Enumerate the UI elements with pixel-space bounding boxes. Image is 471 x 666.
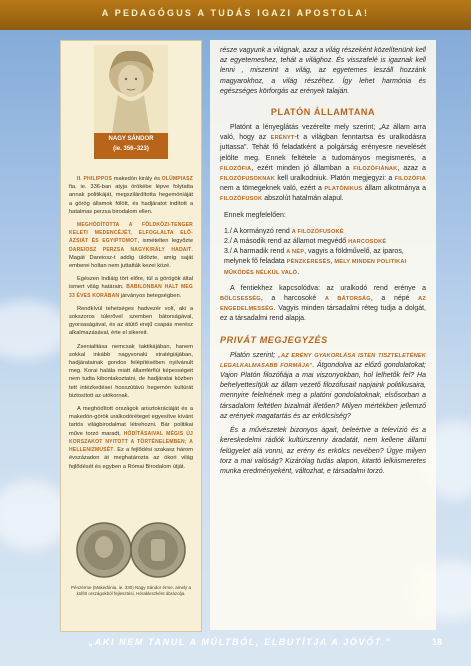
highlighted-term: HÓDÍTÁSAIVAL MÉGIS ÚJ KORSZAKOT NYITOTT A TÖRTÉNELEMBEN <box>69 430 193 445</box>
text-run: fia. ie. 336-ban atyja örökébe lépve folytatta annak politikáját, megszilárdította hegemóniáját a görög államok fölött, és hadjáratot indított a hatalmas perzsa birodalom ellen. <box>69 184 193 215</box>
highlighted-term: A NÉP <box>286 249 305 256</box>
highlighted-term: BÖLCSESSÉG <box>220 296 261 303</box>
text-run: Egészen Indiáig tört előre, túl a görögök által ismert világ határain. <box>69 276 193 291</box>
highlighted-term: AZ ENGEDELMESSÉG <box>220 296 427 313</box>
text-run: A fentiekhez kapcsolódva: az uralkodó rend erénye a <box>230 284 426 292</box>
section-title-platon: PLATÓN ÁLLAMTANA <box>270 107 376 118</box>
highlighted-term: A BÁTORSÁG <box>324 296 371 303</box>
body-paragraph <box>220 123 426 205</box>
alexander-bust-image <box>94 45 168 133</box>
text-run: -t a világban fenntartsa és uralkodásra juttassa”. Tehát fő feladatként a polgárság erényesre nevelését jelölte meg. Ennek feltétele a tudományos megismerés, a <box>220 134 426 162</box>
sidebar-paragraph <box>69 275 193 300</box>
text-run: makedón király és <box>112 176 162 182</box>
highlighted-term: ERÉNYT <box>270 135 295 142</box>
highlighted-term: PHILIPPOS <box>83 176 112 182</box>
estates-list <box>224 227 426 278</box>
sidebar-paragraph <box>69 305 193 338</box>
text-run: . Átgondolva az előző gondolatokat; Vajon Platón filozófiája a mai viszonyokban, hol lelhetők fel? Ha behelyettesítjük az állam vezető filozófusait napjaink politikusaira, mennyire felelnének meg a platóni gondolatoknak, elsősorban a társadalom feltétlen bizalmát illetően? Milyen mértékben jellemző az erények magatartás és az erkölcsiség? <box>220 361 427 420</box>
highlighted-term: BABILONBAN HALT MEG 33 ÉVES KORÁBAN <box>69 284 193 299</box>
text-run: , vagyis a földművelő, az iparos, melynek fő feladata <box>224 248 404 266</box>
highlighted-term: A FILOZÓFUSOKÉ <box>291 228 344 235</box>
sidebar-panel <box>60 40 202 632</box>
text-run: , <box>330 258 335 266</box>
text-run: A meghódított országok arisztokráciáját és a makedón-görök uralkodóréteget egyesítve kívánt tartós világbirodalmat létrehozni. Bár politikai műve torzó maradt, <box>69 406 193 437</box>
text-run: És a művészetek bizonyos ágait, beleértve a televízió és a kereskedelmi rádiók kultúrszenny áradatát, nem kellene állami felügyelet alá vonni, az erény és erkölcs nevében? Ügye milyen torz a mai valóság? Kizárólag tudás alapon, kitartó lelkiismeretes munka eredményeként, változhat, e társadalmi torzó. <box>220 427 426 475</box>
text-run: . <box>297 268 300 276</box>
sidebar-paragraph <box>69 221 193 270</box>
highlighted-term: MELY MINDEN POLITIKAI MŰKÖDÉS NÉLKÜL VALÓ <box>224 259 407 276</box>
text-run: ; <box>184 438 190 445</box>
highlighted-term: FILOZÓFIA <box>220 165 252 172</box>
section-private-note-body <box>220 351 426 477</box>
text-run: Platón szerint; <box>230 351 278 359</box>
list-item <box>224 227 426 237</box>
sidebar-paragraph <box>69 405 193 471</box>
portrait-caption <box>94 133 168 159</box>
list-item <box>224 237 426 247</box>
text-run: Rendkívül tehetséges hadvezér volt, aki a sokszoros túlerővel szemben bátorságával, gyorsaságával, és az átütő erejű csapás merész alkalmazásával, érte el sikereit. <box>69 305 193 337</box>
footer-quote: „AKI NEM TANUL A MÚLTBÓL, ELBUTÍTJA A JÖVŐT.” <box>88 637 392 647</box>
page-number: 18 <box>432 637 443 647</box>
highlighted-term: PÉNZKERESÉS <box>286 259 331 266</box>
body-paragraph <box>220 351 426 422</box>
text-run: . Magát Dareiosz-t addig üldözte, amíg saját emberei holtan nem juttatták kezei közé. <box>69 246 193 270</box>
highlighted-term: DAREIOSZ PERZSA NAGYKIRÁLY HADAIT <box>69 246 192 253</box>
text-run: . Vagyis minden társadalmi réteg tudja a dolgát, ez a társadalmi rend alapja. <box>220 305 426 323</box>
coin-caption: Pénzérme (Makedónia, ie. 330) Nagy Sándor érme, amely a külföl országokból fejlesztési, Hérakleszként ábrázolja. <box>70 585 192 596</box>
highlighted-term: FILOZÓFIÁNAK <box>353 165 398 172</box>
text-run: , a harcosoké <box>260 295 325 303</box>
text-run: 2./ A második rend az államot megvédő <box>224 238 349 246</box>
text-run: nem a tömegeknek való, ezért a <box>220 185 325 193</box>
highlighted-term: MEGHÓDÍTOTTA A FÖLDKÖZI-TENGER KELETI MEDENCÉJÉT, ELFOGLALTA ELŐ-ÁZSIÁT ÉS EGYIPTOMOT <box>69 222 193 245</box>
sidebar-paragraph <box>69 343 193 400</box>
highlighted-term: „AZ ERÉNY GYAKORLÁSA ISTEN TISZTELETÉNEK LEGALKALMASABB FORMÁJA” <box>220 352 426 369</box>
highlighted-term: FILOZÓFIA <box>394 176 426 183</box>
intro-paragraph: része vagyunk a világnak, azaz a világ részeként közelítenünk kell az egyetemeshez, tehát a világhoz. És visszafelé is igaznak kell lenni , miszerint a világ, az egyetemes leszáll hozzánk magyarokhoz, a világ részéhez. Így lehet harmónia és egészséges körforgás az erények talaján. <box>220 47 426 95</box>
text-run: járványos betegségben. <box>119 292 182 299</box>
text-run: , ezért minden jó államban a <box>251 164 354 172</box>
caption-name: NAGY SÁNDOR <box>108 136 154 142</box>
section-title-private-note: PRIVÁT MEGJEGYZÉS <box>220 334 328 345</box>
highlighted-term: FILOZÓFUSOK <box>220 196 263 203</box>
text-run: Platónt a lényeglátás vezérelte mely szerint; „Az állam arra való, hogy az <box>220 124 426 142</box>
section-platon-body <box>220 123 426 205</box>
text-run: abszolút hatalmán alapul. <box>262 195 344 203</box>
list-item <box>224 247 426 278</box>
text-run: . Ez a fejlődési szakasz három évszázadon át meghatározta az ókori világ fejlődését és egyben a Római Birodalom útját. <box>69 447 193 470</box>
coin-images <box>75 519 187 581</box>
highlighted-term: FILOZÓFUSOKNAK <box>220 176 276 183</box>
page-header-title: A PEDAGÓGUS A TUDÁS IGAZI APOSTOLA! <box>101 8 370 18</box>
sidebar-paragraph <box>69 175 193 216</box>
text-run: kell uralkodniuk. Platón megjegyzi: a <box>275 175 395 183</box>
text-run: , a népé <box>370 295 419 303</box>
text-run: Zsenialitása nemcsak taktikájában, hanem sokkal inkább nagyvonalú stratégiájában, hadjáratainak gondos felépítésében nyilvánult meg. Korai halála miatt államférfiúi képességeit nem tudta kibontakoztatni, de hadjáratai közben tett intézkedései hosszútávú hegemón kultúrát biztosított az utókornak. <box>69 343 193 399</box>
text-run: 3./ A harmadik rend <box>224 248 287 256</box>
sidebar-biography <box>69 175 193 476</box>
text-run: állam alkotmánya a <box>362 185 426 193</box>
highlighted-term: A HELLENIZMUSÉT <box>69 438 194 454</box>
highlighted-term: PLATÓNIKUS <box>324 186 363 193</box>
body-paragraph <box>220 426 426 477</box>
highlighted-term: OLÜMPIASZ <box>161 176 193 182</box>
text-run: , ismételten legyőzte <box>137 238 193 245</box>
text-run: 1./ A kormányzó rend <box>224 227 292 235</box>
text-run: , azaz a <box>397 164 426 172</box>
main-article <box>210 40 436 630</box>
text-run: II. <box>77 176 84 182</box>
highlighted-term: HARCOSOKÉ <box>348 239 387 246</box>
section-platon-closing <box>220 284 426 325</box>
caption-years: (ie. 356–323) <box>113 146 149 152</box>
list-intro: Ennek megfelelően: <box>224 211 286 219</box>
